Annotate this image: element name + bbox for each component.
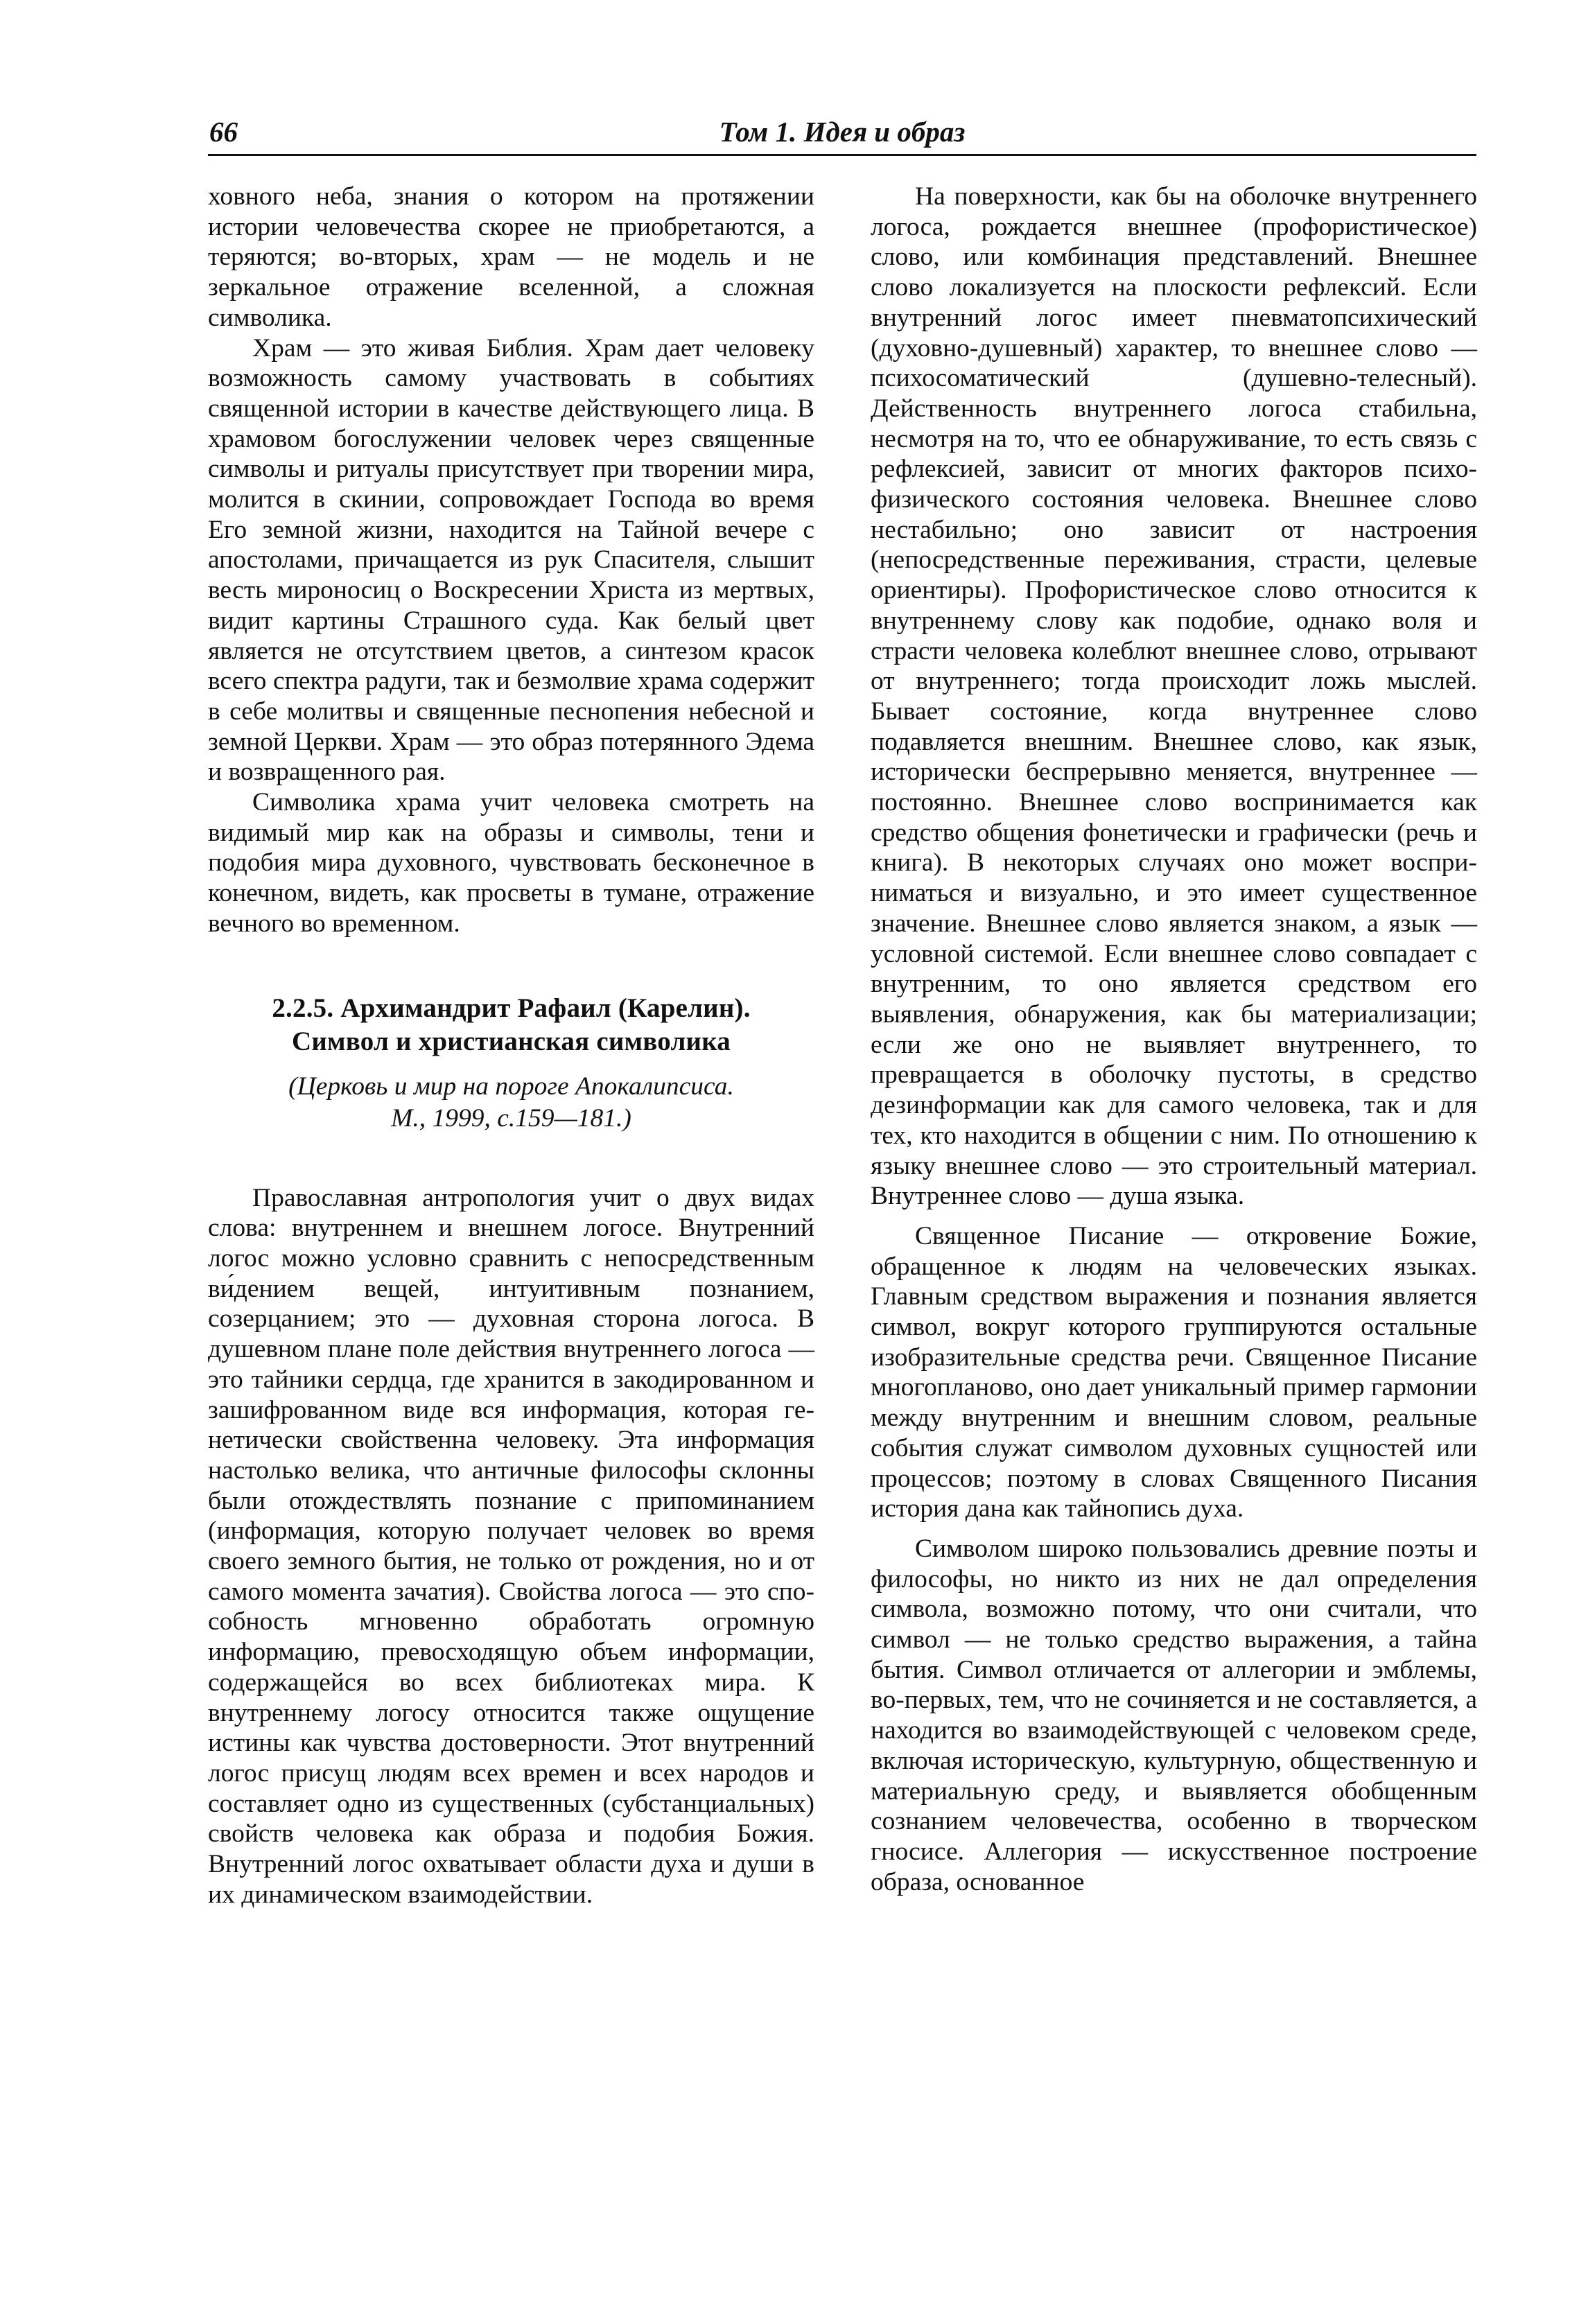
paragraph: ховного неба, знания о котором на протяжении истории человечества скорее не приобретаются, а теряются; во-вторых, храм — не модель и не зеркальное отражение вселенной, а сложная символика.: [208, 182, 814, 332]
running-title: Том 1. Идея и образ: [719, 116, 966, 148]
running-header: [208, 111, 1476, 156]
page-number: 66: [209, 116, 238, 148]
paragraph: Храм — это живая Библия. Храм дает человеку возможность самому участвовать в событиях священной истории в качестве действующего лица. В храмовом богослужении человек через священные символы и ритуалы присутствует при творении мира, молится в скинии, сопровождает Господа во время Его земной жизни, находится на Тайной вечере с апостолами, причащается из рук Спасителя, слышит весть мироносиц о Воскресении Христа из мертвых, видит картины Страшного суда. Как белый цвет является не отсутствием цветов, а синтезом красок всего спектра радуги, так и безмолвие храма содержит в себе молитвы и священные песнопения небесной и земной Церкви. Храм — это образ потерянного Эдема и возвращенного рая.: [208, 333, 814, 787]
left-column: [208, 182, 814, 1910]
section-heading-line: 2.2.5. Архимандрит Рафаил (Карелин).: [272, 993, 751, 1023]
paragraph: Символика храма учит человека смотреть на видимый мир как на образы и символы, тени и подобия мира духовного, чувствовать бесконечное в конечном, видеть, как просветы в тумане, отражение вечного во временном.: [208, 788, 814, 938]
section-source: [208, 1071, 814, 1135]
paragraph: Символом широко пользовались древние поэты и философы, но никто из них не дал определения символа, возможно потому, что они считали, что символ — не только средство выражения, а тайна бытия. Символ отличается от аллегории и эмблемы, во-первых, тем, что не сочиняется и не составляется, а находится во взаимодействующей с человеком среде, включая историческую, культурную, общественную и материальную среду, и выявляется обобщенным сознанием человечества, особенно в творческом гносисе. Аллегория — искусственное построение образа, основанное: [871, 1534, 1477, 1896]
paragraph: На поверхности, как бы на оболочке внутреннего логоса, рождается внешнее (профористическое) слово, или комбинация представлений. Внешнее слово локализуется на плоскости рефлексий. Если внутренний логос имеет пневматопсихический (духовно-душевный) характер, то внешнее слово — психосоматический (душевно-телесный). Действенность внутреннего логоса стабильна, несмотря на то, что ее обнаруживание, то есть связь с рефлексией, зависит от многих факторов психофизического состояния человека. Внешнее слово нестабильно; оно зависит от настроения (непосредственные переживания, страсти, целевые ориентиры). Профористическое слово относится к внутреннему слову как подобие, однако воля и страсти человека колеблют внешнее слово, отрывают от внутреннего; тогда происходит ложь мыслей. Бывает состояние, когда внутреннее слово подавляется внешним. Внешнее слово, как язык, исторически беспрерывно меняется, внутреннее — постоянно. Внешнее слово воспринимается как средство общения фонетически и графически (речь и книга). В некоторых случаях оно может восприниматься и визуально, и это имеет существенное значение. Внешнее слово является знаком, а язык — условной системой. Если внешнее слово совпадает с внутренним, то оно является средством его выявления, обнаружения, как бы материализации; если же оно не выявляет внутреннего, то превращается в оболочку пустоты, в средство дезинформации как для самого человека, так и для тех, кто находится в общении с ним. По отношению к языку внешнее слово — это строительный материал. Внутреннее слово — душа языка.: [871, 182, 1477, 1211]
source-line: (Церковь и мир на пороге Апокалипсиса.: [288, 1072, 734, 1101]
section-heading-line: Символ и христианская символика: [292, 1026, 731, 1056]
paragraph: Православная антропология учит о двух видах слова: внутреннем и внешнем логосе. Внутренний логос можно условно сравнить с непосредственным ви́дением вещей, интуитивным познанием, созерцанием; это — духовная сторона логоса. В душевном плане поле действия внутреннего логоса — это тайники сердца, где хранится в закодированном и зашифрованном виде вся информация, которая генетически свойственна человеку. Эта информация настолько велика, что античные философы склонны были отождествлять познание с припоминанием (информация, которую получает человек во время своего земного бытия, не только от рождения, но и от самого момента зачатия). Свойства логоса — это способность мгновенно обработать огромную информацию, превосходящую объем информации, содержащейся во всех библиотеках мира. К внутреннему логосу относится также ощущение истины как чувства достоверности. Этот внутренний логос присущ людям всех времен и всех народов и составляет одно из существенных (субстанциальных) свойств человека как образа и подобия Божия. Внутренний логос охватывает области духа и души в их динамическом взаимодействии.: [208, 1183, 814, 1909]
paragraph: Священное Писание — откровение Божие, обращенное к людям на человеческих языках. Главным средством выражения и познания является символ, вокруг которого группируются остальные изобразительные средства речи. Священное Писание многопланово, оно дает уникальный пример гармонии между внутренним и внешним словом, реальные события служат символом духовных сущностей или процессов; поэтому в словах Священного Писания история дана как тайнопись духа.: [871, 1221, 1477, 1523]
section-heading: [208, 992, 814, 1058]
source-line: М., 1999, с.159—181.): [391, 1103, 631, 1133]
right-column: [871, 182, 1477, 1897]
